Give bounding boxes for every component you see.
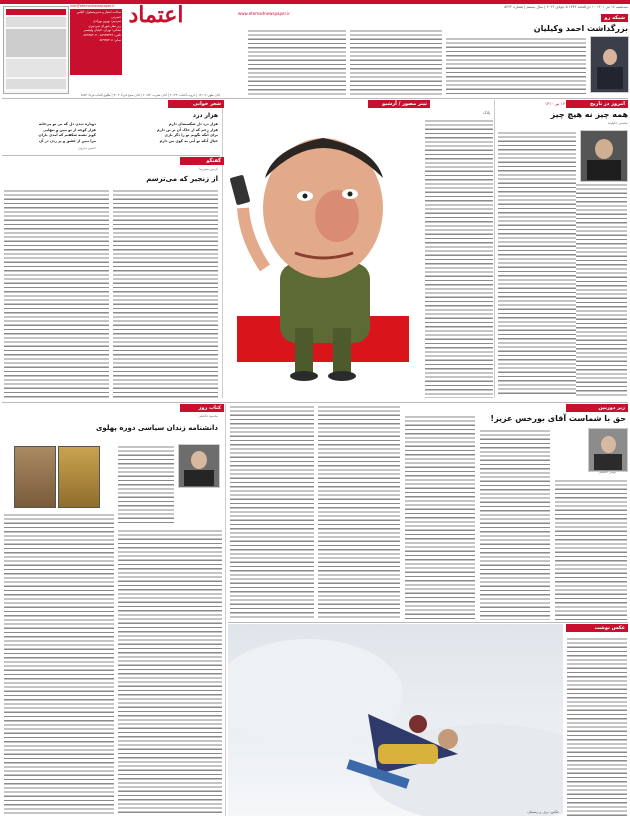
poem-line: خیال آنکه تو آیی به کوی من دارم <box>159 138 218 143</box>
divider <box>2 402 628 403</box>
divider <box>2 155 220 156</box>
section-label: کتاب روز <box>180 404 224 412</box>
article-body <box>498 130 576 397</box>
section-label: تیتر مصور / آرشیو <box>368 100 430 108</box>
section-label: شبکه‌ رو <box>601 14 628 22</box>
section-label: گفتگو <box>180 157 224 165</box>
article-body <box>4 512 114 816</box>
photo-caption: عکس: برف و زمستان <box>527 810 559 814</box>
article-body <box>230 404 314 620</box>
info-line: صاحب امتیاز و مدیرمسئول: الیاس حضرتی <box>76 10 121 19</box>
divider <box>494 100 495 398</box>
divider <box>228 622 628 623</box>
poem-line: دوباره دیدن دل که بی تو بی‌خانه <box>38 122 96 126</box>
article-body <box>118 444 174 524</box>
article-body <box>118 528 222 816</box>
poem-line: هزار درد دل شکسته‌ای دارم <box>169 122 218 126</box>
poem-block <box>100 122 218 144</box>
child-head-shape <box>409 715 427 733</box>
cartoon-illustration <box>225 118 421 398</box>
masthead-info <box>70 9 122 75</box>
snow-photo[interactable] <box>228 624 563 816</box>
poem-line: مرا ببین از عشق و پر زدن در آن <box>39 138 96 143</box>
byline: نازنین متین‌نیا <box>199 167 218 171</box>
site-url[interactable]: www.etemadnewspaper.ir <box>238 11 290 16</box>
article-body <box>446 36 586 96</box>
headline: دانشنامه زندان سیاسی دوره پهلوی <box>96 424 218 432</box>
child-head-shape <box>438 729 458 749</box>
section-sub: ۱۷ تیر ۱۳۱۰ <box>545 101 565 106</box>
leg-shape <box>333 328 351 373</box>
poem-block <box>4 122 96 144</box>
poem-title: هزار درد <box>192 112 218 119</box>
info-line: نمابر: ۸۸۹۳۵۳۰۸ <box>99 37 121 42</box>
sled-shape <box>378 744 438 764</box>
phone-shape <box>230 175 251 206</box>
book-cover <box>58 446 100 508</box>
portrait-photo <box>590 36 629 93</box>
author-photo <box>580 130 628 182</box>
email[interactable]: info@etemadnewspaper.ir <box>70 4 115 8</box>
info-line: زیر نظر شورای سردبیری <box>88 23 121 28</box>
book-cover <box>14 446 56 508</box>
section-label: امروز در تاریخ <box>566 100 628 108</box>
masthead-logo <box>120 3 192 29</box>
headline: حق با شماست آقای بورخس عزیز! <box>490 414 626 423</box>
headline: همه چیز نه هیچ چیز <box>550 110 628 119</box>
byline: حسین منزوی <box>78 146 96 150</box>
info-line: نشانی: تهران، خیابان ولیعصر <box>83 28 121 33</box>
article-body <box>567 636 627 816</box>
leg-shape <box>295 328 313 373</box>
article-body <box>555 478 627 620</box>
divider <box>225 404 226 816</box>
author-photo <box>588 428 628 472</box>
arm-shape <box>243 208 265 268</box>
info-line: تلفن: ۸۸۹۳۵۳۳۶ - ۸۸۹۳۵۳۰۷ <box>83 32 121 37</box>
front-page-thumbnail[interactable] <box>3 6 69 94</box>
headline: بزرگداشت احمد وکیلیان <box>533 24 628 33</box>
article-body <box>4 188 109 398</box>
logo-text: اعتماد <box>128 2 184 28</box>
poem-line: هزار زخم که از خاک آن بر تن دارم <box>157 127 218 132</box>
article-body <box>318 404 400 620</box>
article-body <box>248 28 346 96</box>
poem-line: برای آنکه نگویم تو را دگر باری <box>164 133 218 138</box>
cartoon-caption: پلاک <box>482 110 490 115</box>
divider <box>2 98 628 99</box>
shoe-shape <box>290 371 318 381</box>
headline: از زنجیر که می‌ترسم <box>146 175 218 183</box>
article-body <box>480 428 550 620</box>
article-body <box>350 28 442 96</box>
divider <box>222 100 223 398</box>
author-photo <box>178 444 220 488</box>
byline: بهمن حافظی <box>598 470 616 474</box>
article-body <box>113 188 218 398</box>
article-body <box>405 414 475 620</box>
info-line: سردبیر: بهروز بهزادی <box>93 19 121 24</box>
byline: محمود فاضلی <box>198 414 218 418</box>
article-body <box>425 118 493 398</box>
section-label: عکس نوشت <box>566 624 628 632</box>
poem-line: کویر تشنه شکفتم که آمدی باران <box>38 133 96 138</box>
section-label: شعر خوانی <box>168 100 224 108</box>
shoe-shape <box>328 371 356 381</box>
prayer-times: اذان ظهر: ۱۳:۰۷ | غروب آفتاب: ۲۰:۳۴ | اذان مغرب: ۲۰:۵۴ | اذان صبح فردا: ۴:۰۴ | طلوع آفتاب فردا: ۵:۵۳ <box>80 93 220 97</box>
poem-line: هزار کوچه از تو ببین و تنهایی <box>43 127 96 132</box>
byline: محسن جلیلوند <box>607 121 628 125</box>
date-line: سه‌شنبه ۱۷ تیر ۱۴۰۱ ۱۰ ذی‌الحجه ۱۴۴۳ ۵ جولای ۲۰۲۲ | سال بیستم | شماره ۵۲۴۲ <box>504 5 628 9</box>
section-label: زیر دوربین <box>566 404 628 412</box>
